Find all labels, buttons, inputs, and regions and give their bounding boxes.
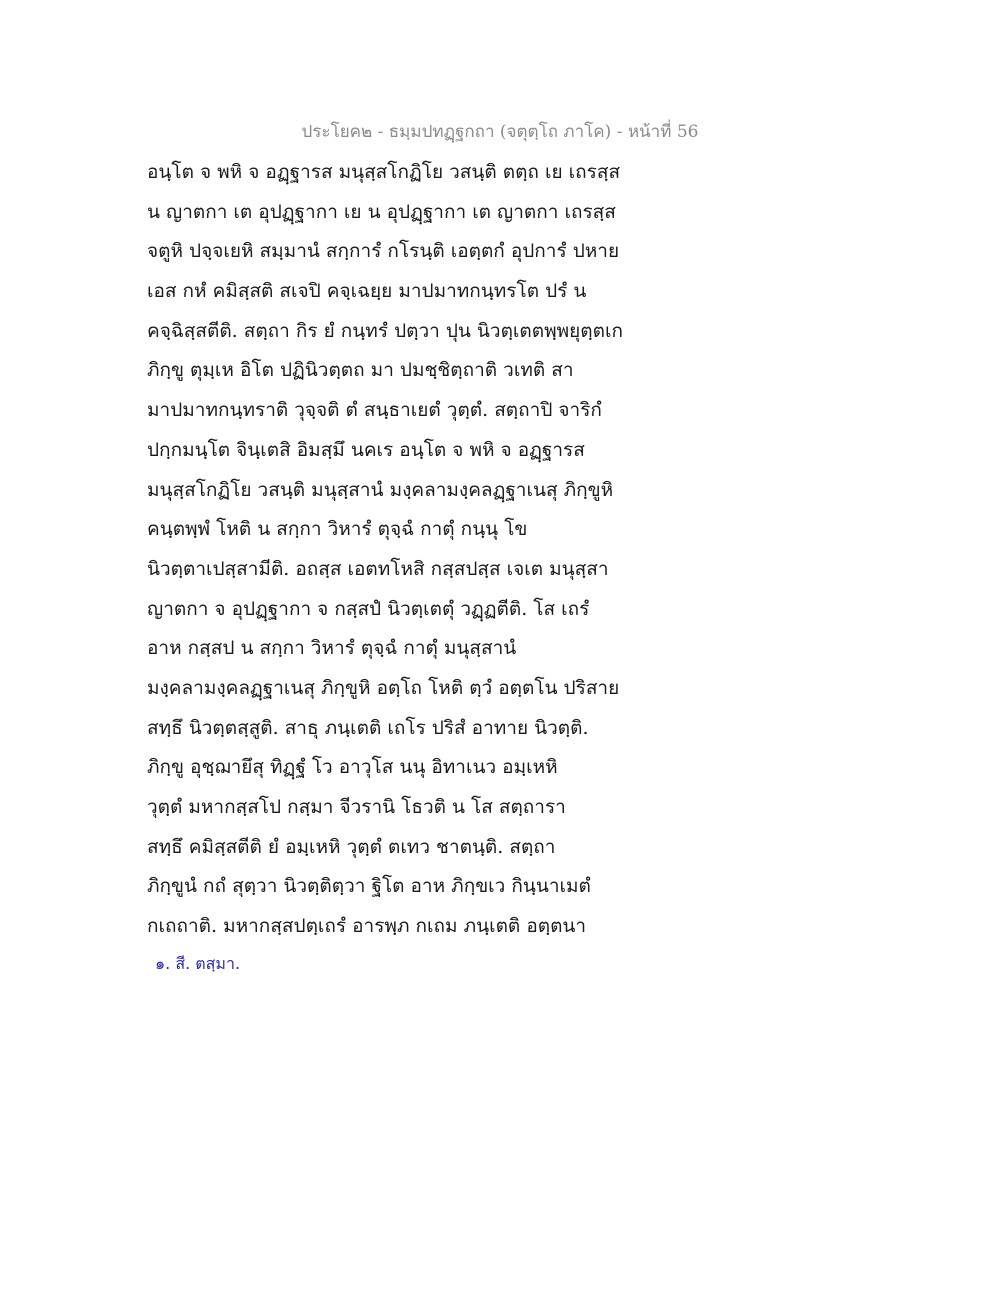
body-line: อนฺโต จ พหิ จ อฏฺฐารส มนุสฺสโกฏิโย วสนฺติ ตตฺถ เย เถรสฺส bbox=[147, 161, 621, 183]
body-line: เอส กหํ คมิสฺสติ สเจปิ คจฺเฉยฺย มาปมาทกนฺทรโต ปรํ น bbox=[147, 280, 587, 303]
body-line: มงฺคลามงฺคลฏฺฐาเนสุ ภิกฺขูหิ อตฺโถ โหติ ตฺวํ อตฺตโน ปริสาย bbox=[147, 676, 620, 699]
body-line: สทฺธึ นิวตฺตสฺสูติ. สาธุ ภนฺเตติ เถโร ปริสํ อาทาย นิวตฺติ. bbox=[147, 716, 589, 739]
body-line: ภิกฺขูนํ กถํ สุตฺวา นิวตฺติตฺวา ฐิโต อาห ภิกฺขเว กินฺนาเมตํ bbox=[147, 875, 591, 898]
body-line: ปกฺกมนฺโต จินฺเตสิ อิมสฺมึ นคเร อนฺโต จ พหิ จ อฏฺฐารส bbox=[147, 438, 585, 461]
body-line: ภิกฺขู ตุมฺเห อิโต ปฏินิวตฺตถ มา ปมชฺชิตฺถาติ วเทติ สา bbox=[147, 359, 574, 382]
body-line: มาปมาทกนฺทราติ วุจฺจติ ตํ สนฺธาเยตํ วุตฺตํ. สตฺถาปิ จาริกํ bbox=[147, 399, 602, 422]
body-line: มนุสฺสโกฏิโย วสนฺติ มนุสฺสานํ มงฺคลามงฺคลฏฺฐาเนสุ ภิกฺขูหิ bbox=[147, 478, 614, 501]
body-line: คนฺตพฺพํ โหติ น สกฺกา วิหารํ ตุจฺฉํ กาตุํ กนฺนุ โข bbox=[147, 518, 528, 541]
body-line: คจฺฉิสฺสตีติ. สตฺถา กิร ยํ กนฺทรํ ปตฺวา ปุน นิวตฺเตตพฺพยุตฺตเก bbox=[147, 319, 623, 342]
body-line: น ญาตกา เต อุปฏฺฐากา เย น อุปฏฺฐากา เต ญาตกา เถรสฺส bbox=[147, 200, 616, 223]
body-text bbox=[147, 153, 707, 947]
body-line: ญาตกา จ อุปฏฺฐากา จ กสฺสปํ นิวตฺเตตุํ วฏฺฏตีติ. โส เถรํ bbox=[147, 597, 590, 620]
body-line: อาห กสฺสป น สกฺกา วิหารํ ตุจฺฉํ กาตุํ มนุสฺสานํ bbox=[147, 637, 517, 660]
body-line: ภิกฺขู อุชฺฌายึสุ ทิฏฺฐํ โว อาวุโส นนุ อิทาเนว อมฺเหหิ bbox=[147, 756, 558, 779]
body-line: กเถถาติ. มหากสฺสปตฺเถรํ อารพฺภ กเถม ภนฺเตติ อตฺตนา bbox=[147, 915, 587, 938]
body-line: จตูหิ ปจฺจเยหิ สมฺมานํ สกฺการํ กโรนฺติ เอตฺตกํ อุปการํ ปหาย bbox=[147, 240, 620, 263]
page-header: ประโยค๒ - ธมฺมปทฏฺฐกถา (จตุตฺโถ ภาโค) - หน้าที่ 56 bbox=[301, 122, 699, 142]
body-line: นิวตฺตาเปสฺสามีติ. อถสฺส เอตทโหสิ กสฺสปสฺส เจเต มนุสฺสา bbox=[147, 557, 609, 580]
footnote: ๑. สี. ตสฺมา. bbox=[155, 954, 241, 973]
body-line: วุตฺตํ มหากสฺสโป กสฺมา จีวรานิ โธวติ น โส สตฺถารา bbox=[147, 796, 566, 818]
body-line: สทฺธึ คมิสฺสตีติ ยํ อมฺเหหิ วุตฺตํ ตเทว ชาตนฺติ. สตฺถา bbox=[147, 835, 556, 858]
